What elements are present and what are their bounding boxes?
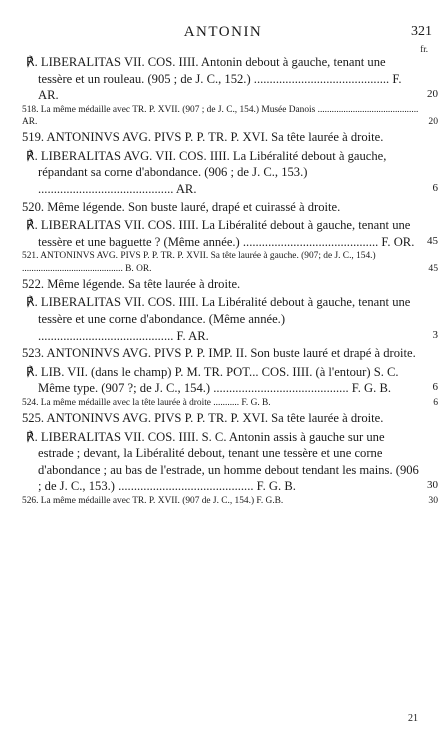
entry-text: ℟. LIBERALITAS VII. COS. IIII. S. C. Antonin assis à gauche sur une estrade ; devant, la Libéralité debout, tenant une tessère et une corne d'abondance ; au bas de l'estrade, un homme debout tendant les mains. (906 ; de J. C., 153.) ........................................... F. G. B.: [26, 429, 419, 494]
page-number: 321: [411, 24, 432, 39]
page-header: [0, 22, 446, 54]
price-value: 6: [432, 381, 438, 394]
price-unit-label: fr.: [420, 44, 428, 54]
catalogue-entry: [22, 199, 422, 216]
printer-signature: 21: [408, 713, 418, 724]
reverse-description: [22, 54, 438, 104]
entry-text: ℟. LIBERALITAS VII. COS. IIII. La Libéralité debout à gauche, tenant une tessère et une corne d'abondance. (Même année.) ........................................... F. AR.: [26, 295, 411, 343]
catalogue-entries: [22, 52, 438, 507]
price-value: 45: [427, 234, 438, 247]
variant-entry: [22, 396, 438, 409]
entry-text: ℟. LIBERALITAS AVG. VII. COS. IIII. La Libéralité debout à gauche, répandant sa corne d'abondance. (906 ; de J. C., 153.) ........................................... AR.: [26, 148, 387, 196]
price-value: 30: [427, 479, 438, 492]
entry-text: 521. ANTONINVS AVG. PIVS P. P. TR. P. XVII. Sa tête laurée à gauche. (907; de J. C., 154.) ........................................... B. OR.: [22, 251, 376, 274]
variant-entry: [22, 250, 438, 274]
entry-text: 518. La même médaille avec TR. P. XVII. (907 ; de J. C., 154.) Musée Danois ........................................... AR.: [22, 104, 419, 127]
variant-entry: [22, 495, 438, 507]
catalogue-entry: [22, 345, 422, 362]
entry-text: ℟. LIBERALITAS VII. COS. IIII. La Libéralité debout à gauche, tenant une tessère et une baguette ? (Même année.) ........................................... F. OR.: [26, 218, 415, 249]
price-value: 45: [428, 262, 438, 274]
entry-text: ℟. LIBERALITAS VII. COS. IIII. Antonin debout à gauche, tenant une tessère et un rouleau. (905 ; de J. C., 152.) ........................................... F. AR.: [26, 55, 402, 103]
reverse-description: [22, 364, 438, 397]
entry-text: 525. ANTONINVS AVG. PIVS P. P. TR. P. XVI. Sa tête laurée à droite.: [22, 411, 384, 426]
reverse-description: [22, 429, 438, 495]
catalogue-entry: [22, 129, 422, 146]
running-title: ANTONIN: [183, 24, 263, 40]
price-value: 3: [432, 328, 438, 341]
price-value: 20: [427, 88, 438, 101]
reverse-description: [22, 148, 438, 198]
entry-text: ℟. LIB. VII. (dans le champ) P. M. TR. POT... COS. IIII. (à l'entour) S. C. Même type. (907 ?; de J. C., 154.) ........................................... F. G. B.: [26, 364, 399, 396]
entry-text: 522. Même légende. Sa tête laurée à droite.: [22, 276, 241, 291]
variant-entry: [22, 104, 438, 128]
reverse-description: [22, 217, 438, 250]
price-value: 6: [433, 396, 438, 408]
catalogue-entry: [22, 276, 422, 293]
reverse-description: [22, 294, 438, 344]
entry-text: 526. La même médaille avec TR. P. XVII. (907 de J. C., 154.) F. G.B.: [22, 496, 284, 507]
price-value: 20: [428, 115, 438, 127]
price-value: 6: [432, 181, 438, 194]
entry-text: 524. La même médaille avec la tête laurée à droite ........... F. G. B.: [22, 397, 271, 408]
price-value: 30: [428, 495, 438, 507]
entry-text: 520. Même légende. Son buste lauré, drapé et cuirassé à droite.: [22, 199, 341, 214]
entry-text: 523. ANTONINVS AVG. PIVS P. P. IMP. II. Son buste lauré et drapé à droite.: [22, 346, 416, 361]
catalogue-entry: [22, 410, 422, 427]
entry-text: 519. ANTONINVS AVG. PIVS P. P. TR. P. XVI. Sa tête laurée à droite.: [22, 130, 384, 145]
